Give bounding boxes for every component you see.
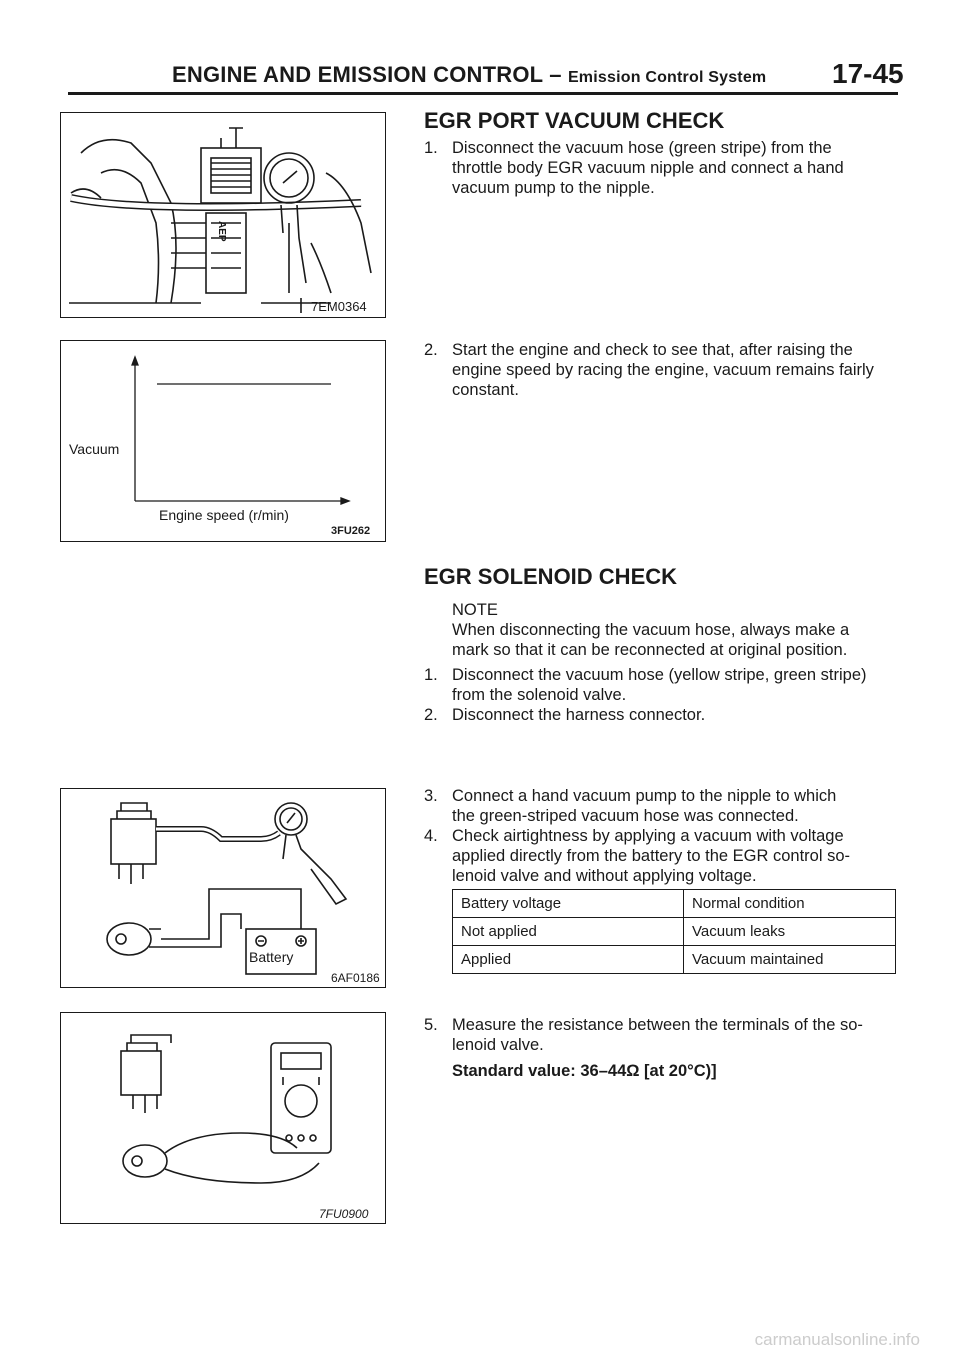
step-text: lenoid valve and without applying voltage. — [452, 867, 757, 885]
table-row — [453, 918, 896, 946]
section-title: ENGINE AND EMISSION CONTROL — [172, 62, 543, 87]
step-number: 1. — [424, 666, 438, 684]
header-rule — [68, 92, 898, 95]
table-header-cell: Normal condition — [684, 890, 896, 918]
figure-code: 7FU0900 — [319, 1207, 369, 1221]
table-cell: Vacuum leaks — [684, 918, 896, 946]
figure-code: 3FU262 — [331, 525, 371, 537]
table-cell: Applied — [453, 946, 684, 974]
table-row — [453, 946, 896, 974]
step-text: vacuum pump to the nipple. — [452, 179, 655, 197]
solenoid-check-table — [452, 889, 896, 974]
step-number: 5. — [424, 1016, 438, 1034]
note-text: mark so that it can be reconnected at original position. — [452, 641, 848, 659]
step-text: engine speed by racing the engine, vacuum remains fairly — [452, 361, 874, 379]
step-text: Measure the resistance between the terminals of the so- — [452, 1016, 863, 1034]
solenoid-ohmmeter-illustration — [61, 1013, 385, 1223]
standard-value: Standard value: 36–44Ω [at 20°C)] — [452, 1062, 717, 1080]
step-number: 2. — [424, 706, 438, 724]
step-text: Check airtightness by applying a vacuum with voltage — [452, 827, 844, 845]
gauge-label: AEP — [216, 221, 227, 242]
table-header-row — [453, 890, 896, 918]
step-text: Start the engine and check to see that, after raising the — [452, 341, 853, 359]
figure-solenoid-battery — [60, 788, 386, 988]
y-axis-arrow — [132, 357, 138, 365]
page-number: 17-45 — [832, 58, 904, 89]
step-text: Disconnect the harness connector. — [452, 706, 706, 724]
table-cell: Vacuum maintained — [684, 946, 896, 974]
x-axis-arrow — [341, 498, 349, 504]
step-text: constant. — [452, 381, 519, 399]
page-header-title — [172, 62, 766, 88]
header-dash: – — [549, 62, 562, 87]
step-text: applied directly from the battery to the EGR control so- — [452, 847, 851, 865]
step-text: from the solenoid valve. — [452, 686, 627, 704]
engine-illustration — [61, 113, 385, 317]
solenoid-battery-illustration — [61, 789, 385, 987]
step-text: lenoid valve. — [452, 1036, 544, 1054]
figure-solenoid-ohmmeter — [60, 1012, 386, 1224]
step-number: 4. — [424, 827, 438, 845]
note-text: When disconnecting the vacuum hose, always make a — [452, 621, 850, 639]
figure-vacuum-graph — [60, 340, 386, 542]
step-text: the green-striped vacuum hose was connected. — [452, 807, 799, 825]
subsection-title: Emission Control System — [567, 69, 767, 86]
step-number: 3. — [424, 787, 438, 805]
step-text: Disconnect the vacuum hose (yellow stripe, green stripe) — [452, 666, 867, 684]
step-text: Connect a hand vacuum pump to the nipple to which — [452, 787, 837, 805]
y-axis-label: Vacuum — [69, 441, 120, 457]
table-header-cell: Battery voltage — [453, 890, 684, 918]
step-number: 1. — [424, 139, 438, 157]
step-text: Disconnect the vacuum hose (green stripe) from the — [452, 139, 832, 157]
watermark: carmanualsonline.info — [754, 1330, 920, 1349]
heading-egr-solenoid-check: EGR SOLENOID CHECK — [424, 564, 678, 589]
x-axis-label: Engine speed (r/min) — [159, 507, 289, 523]
figure-code: 6AF0186 — [331, 971, 380, 985]
step-text: throttle body EGR vacuum nipple and connect a hand — [452, 159, 844, 177]
step-number: 2. — [424, 341, 438, 359]
heading-egr-port-vacuum-check: EGR PORT VACUUM CHECK — [424, 108, 725, 133]
figure-engine-vacuum-pump — [60, 112, 386, 318]
figure-code: 7EM0364 — [311, 299, 367, 314]
table-cell: Not applied — [453, 918, 684, 946]
battery-label: Battery — [249, 949, 294, 965]
note-label: NOTE — [452, 601, 498, 619]
